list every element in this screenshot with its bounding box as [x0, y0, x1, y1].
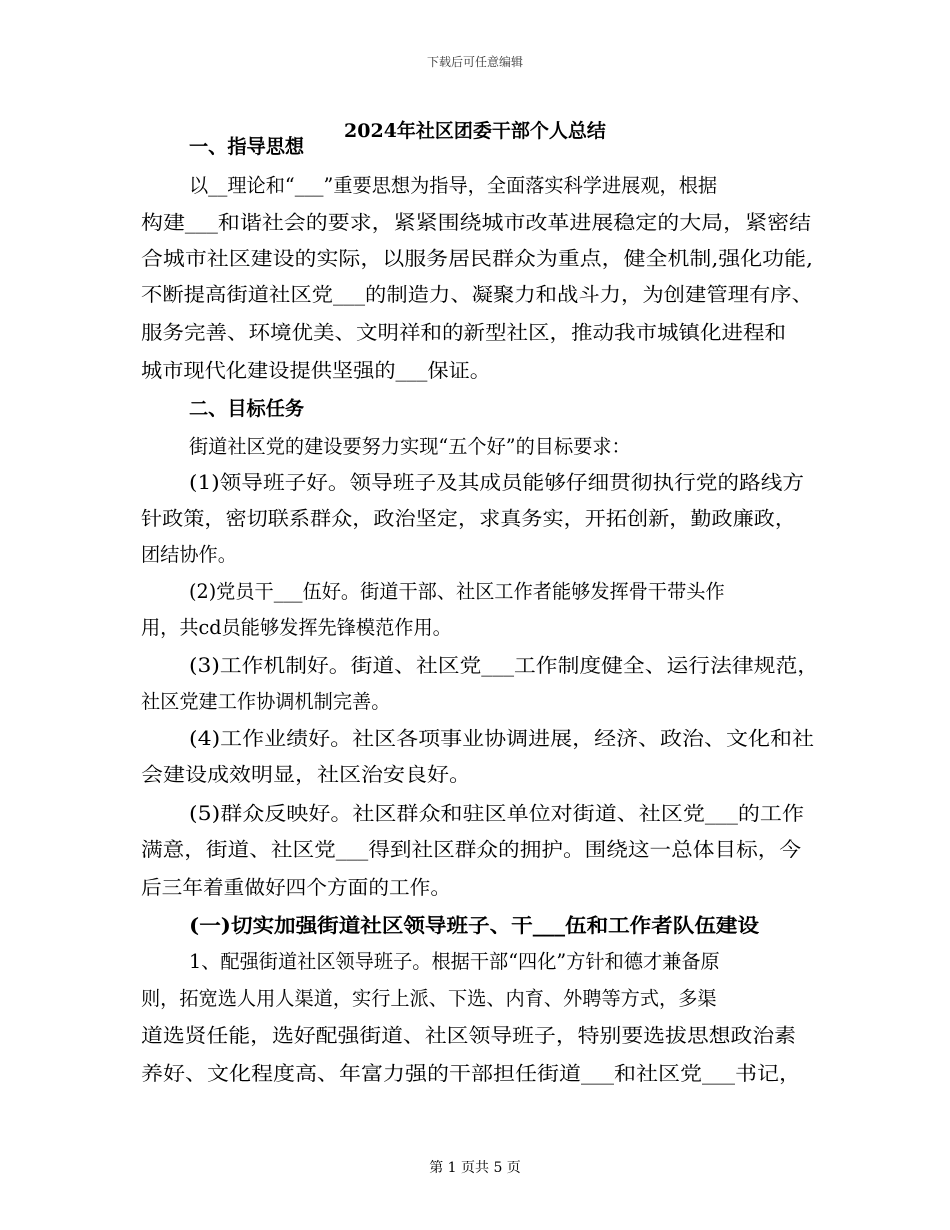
section-heading: 一、指导思想 — [189, 135, 305, 158]
paragraph-line: 养好、文化程度高、年富力强的干部担任街道___和社区党___书记， — [141, 1062, 802, 1085]
paragraph-line: (4)工作业绩好。社区各项事业协调进展，经济、政治、文化和社 — [189, 727, 815, 750]
paragraph-line: 团结协作。 — [141, 543, 237, 566]
section-heading: (一)切实加强街道社区领导班子、干___伍和工作者队伍建设 — [189, 914, 760, 937]
paragraph-line: 会建设成效明显，社区治安良好。 — [141, 763, 472, 786]
paragraph-line: 针政策，密切联系群众，政治坚定，求真务实，开拓创新，勤政廉政， — [141, 507, 797, 530]
paragraph-line: (5)群众反映好。社区群众和驻区单位对街道、社区党___的工作 — [189, 802, 804, 825]
page-footer: 第 1 页共 5 页 — [429, 1160, 521, 1176]
paragraph-line: (3)工作机制好。街道、社区党___工作制度健全、运行法律规范， — [189, 654, 820, 677]
paragraph-line: 则，拓宽选人用人渠道，实行上派、下选、内育、外聘等方式，多渠 — [141, 987, 717, 1010]
paragraph-line: (1)领导班子好。领导班子及其成员能够仔细贯彻执行党的路线方 — [189, 471, 804, 494]
document-title: 2024年社区团委干部个人总结 — [344, 120, 606, 142]
paragraph-line: (2)党员干___伍好。街道干部、社区工作者能够发挥骨干带头作 — [189, 580, 725, 603]
paragraph-line: 合城市社区建设的实际，以服务居民群众为重点，健全机制,强化功能, — [141, 247, 814, 270]
paragraph-line: 用，共cd员能够发挥先锋模范作用。 — [141, 616, 452, 639]
paragraph-line: 满意，街道、社区党___得到社区群众的拥护。围绕这一总体目标，今 — [141, 838, 802, 861]
section-heading: 二、目标任务 — [189, 397, 305, 420]
paragraph-line: 服务完善、环境优美、文明祥和的新型社区，推动我市城镇化进程和 — [141, 321, 786, 344]
paragraph-line: 构建___和谐社会的要求，紧紧围绕城市改革进展稳定的大局，紧密结 — [141, 211, 812, 234]
paragraph-line: 不断提高街道社区党___的制造力、凝聚力和战斗力，为创建管理有序、 — [141, 283, 813, 306]
page-header: 下载后可任意编辑 — [426, 55, 523, 69]
paragraph-line: 后三年着重做好四个方面的工作。 — [141, 876, 452, 899]
paragraph-line: 城市现代化建设提供坚强的___保证。 — [141, 359, 491, 382]
paragraph-line: 社区党建工作协调机制完善。 — [141, 690, 391, 713]
paragraph-line: 1、配强街道社区领导班子。根据干部“四化”方针和德才兼备原 — [189, 950, 720, 973]
paragraph-line: 街道社区党的建设要努力实现“五个好”的目标要求： — [189, 435, 631, 458]
paragraph-line: 以__理论和“___”重要思想为指导，全面落实科学进展观，根据 — [189, 174, 718, 197]
paragraph-line: 道选贤任能，选好配强街道、社区领导班子，特别要选拔思想政治素 — [141, 1024, 797, 1047]
